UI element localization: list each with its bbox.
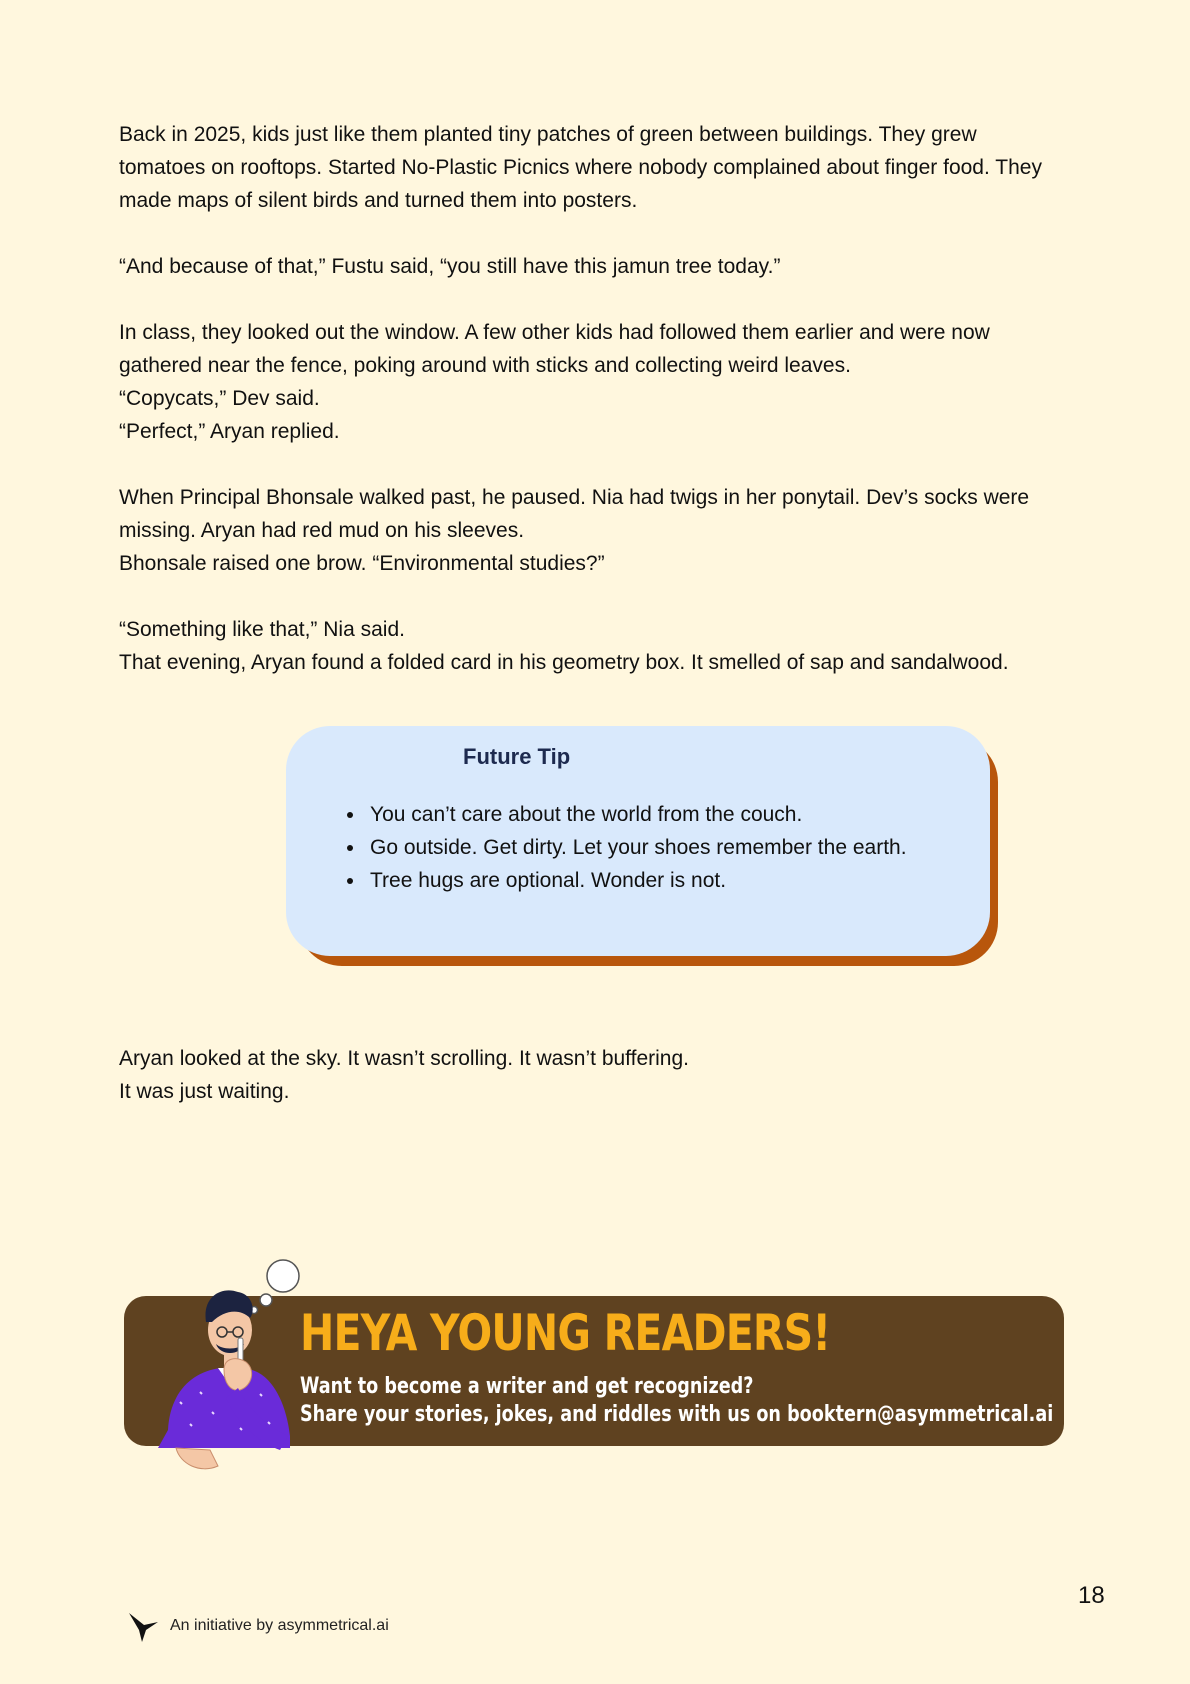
initiative-text: An initiative by asymmetrical.ai: [170, 1617, 389, 1634]
closing-text: [119, 1042, 1019, 1108]
banner-title: HEYA YOUNG READERS!: [300, 1304, 831, 1362]
tip-item: • Tree hugs are optional. Wonder is not.: [366, 864, 907, 897]
tip-item: • You can’t care about the world from the couch.: [366, 798, 907, 831]
banner-line: Want to become a writer and get recognized?: [300, 1374, 754, 1399]
story-paragraph: “Copycats,” Dev said.: [119, 387, 320, 410]
tip-title: Future Tip: [463, 744, 571, 769]
future-tip-card: [286, 726, 998, 966]
bird-icon: [126, 1608, 162, 1644]
story-paragraph: “Perfect,” Aryan replied.: [119, 420, 340, 443]
thinking-boy-illustration: [140, 1252, 310, 1482]
story-paragraph: “And because of that,” Fustu said, “you still have this jamun tree today.”: [119, 255, 781, 278]
story-paragraph: When Principal Bhonsale walked past, he paused. Nia had twigs in her ponytail. Dev’s socks were missing. Aryan had red mud on his sleeves.: [119, 486, 1030, 542]
story-text: [119, 118, 1049, 679]
tip-item: • Go outside. Get dirty. Let your shoes remember the earth.: [366, 831, 907, 864]
page-number: 18: [1078, 1582, 1105, 1609]
banner-line: Share your stories, jokes, and riddles with us on booktern@asymmetrical.ai: [300, 1402, 1054, 1427]
footer: [126, 1606, 389, 1646]
story-paragraph: In class, they looked out the window. A few other kids had followed them earlier and were now gathered near the fence, poking around with sticks and collecting weird leaves.: [119, 321, 990, 377]
tip-card-body: [286, 726, 990, 956]
story-paragraph: Back in 2025, kids just like them planted tiny patches of green between buildings. They grew tomatoes on rooftops. Started No-Plastic Picnics where nobody complained about finger food. They made maps of silent birds and turned them into posters.: [119, 123, 1042, 212]
story-paragraph: That evening, Aryan found a folded card in his geometry box. It smelled of sap and sandalwood.: [119, 651, 1009, 674]
closing-line: It was just waiting.: [119, 1080, 290, 1103]
story-paragraph: Bhonsale raised one brow. “Environmental studies?”: [119, 552, 605, 575]
story-paragraph: “Something like that,” Nia said.: [119, 618, 405, 641]
tip-list: [316, 798, 907, 897]
closing-line: Aryan looked at the sky. It wasn’t scrolling. It wasn’t buffering.: [119, 1047, 689, 1070]
